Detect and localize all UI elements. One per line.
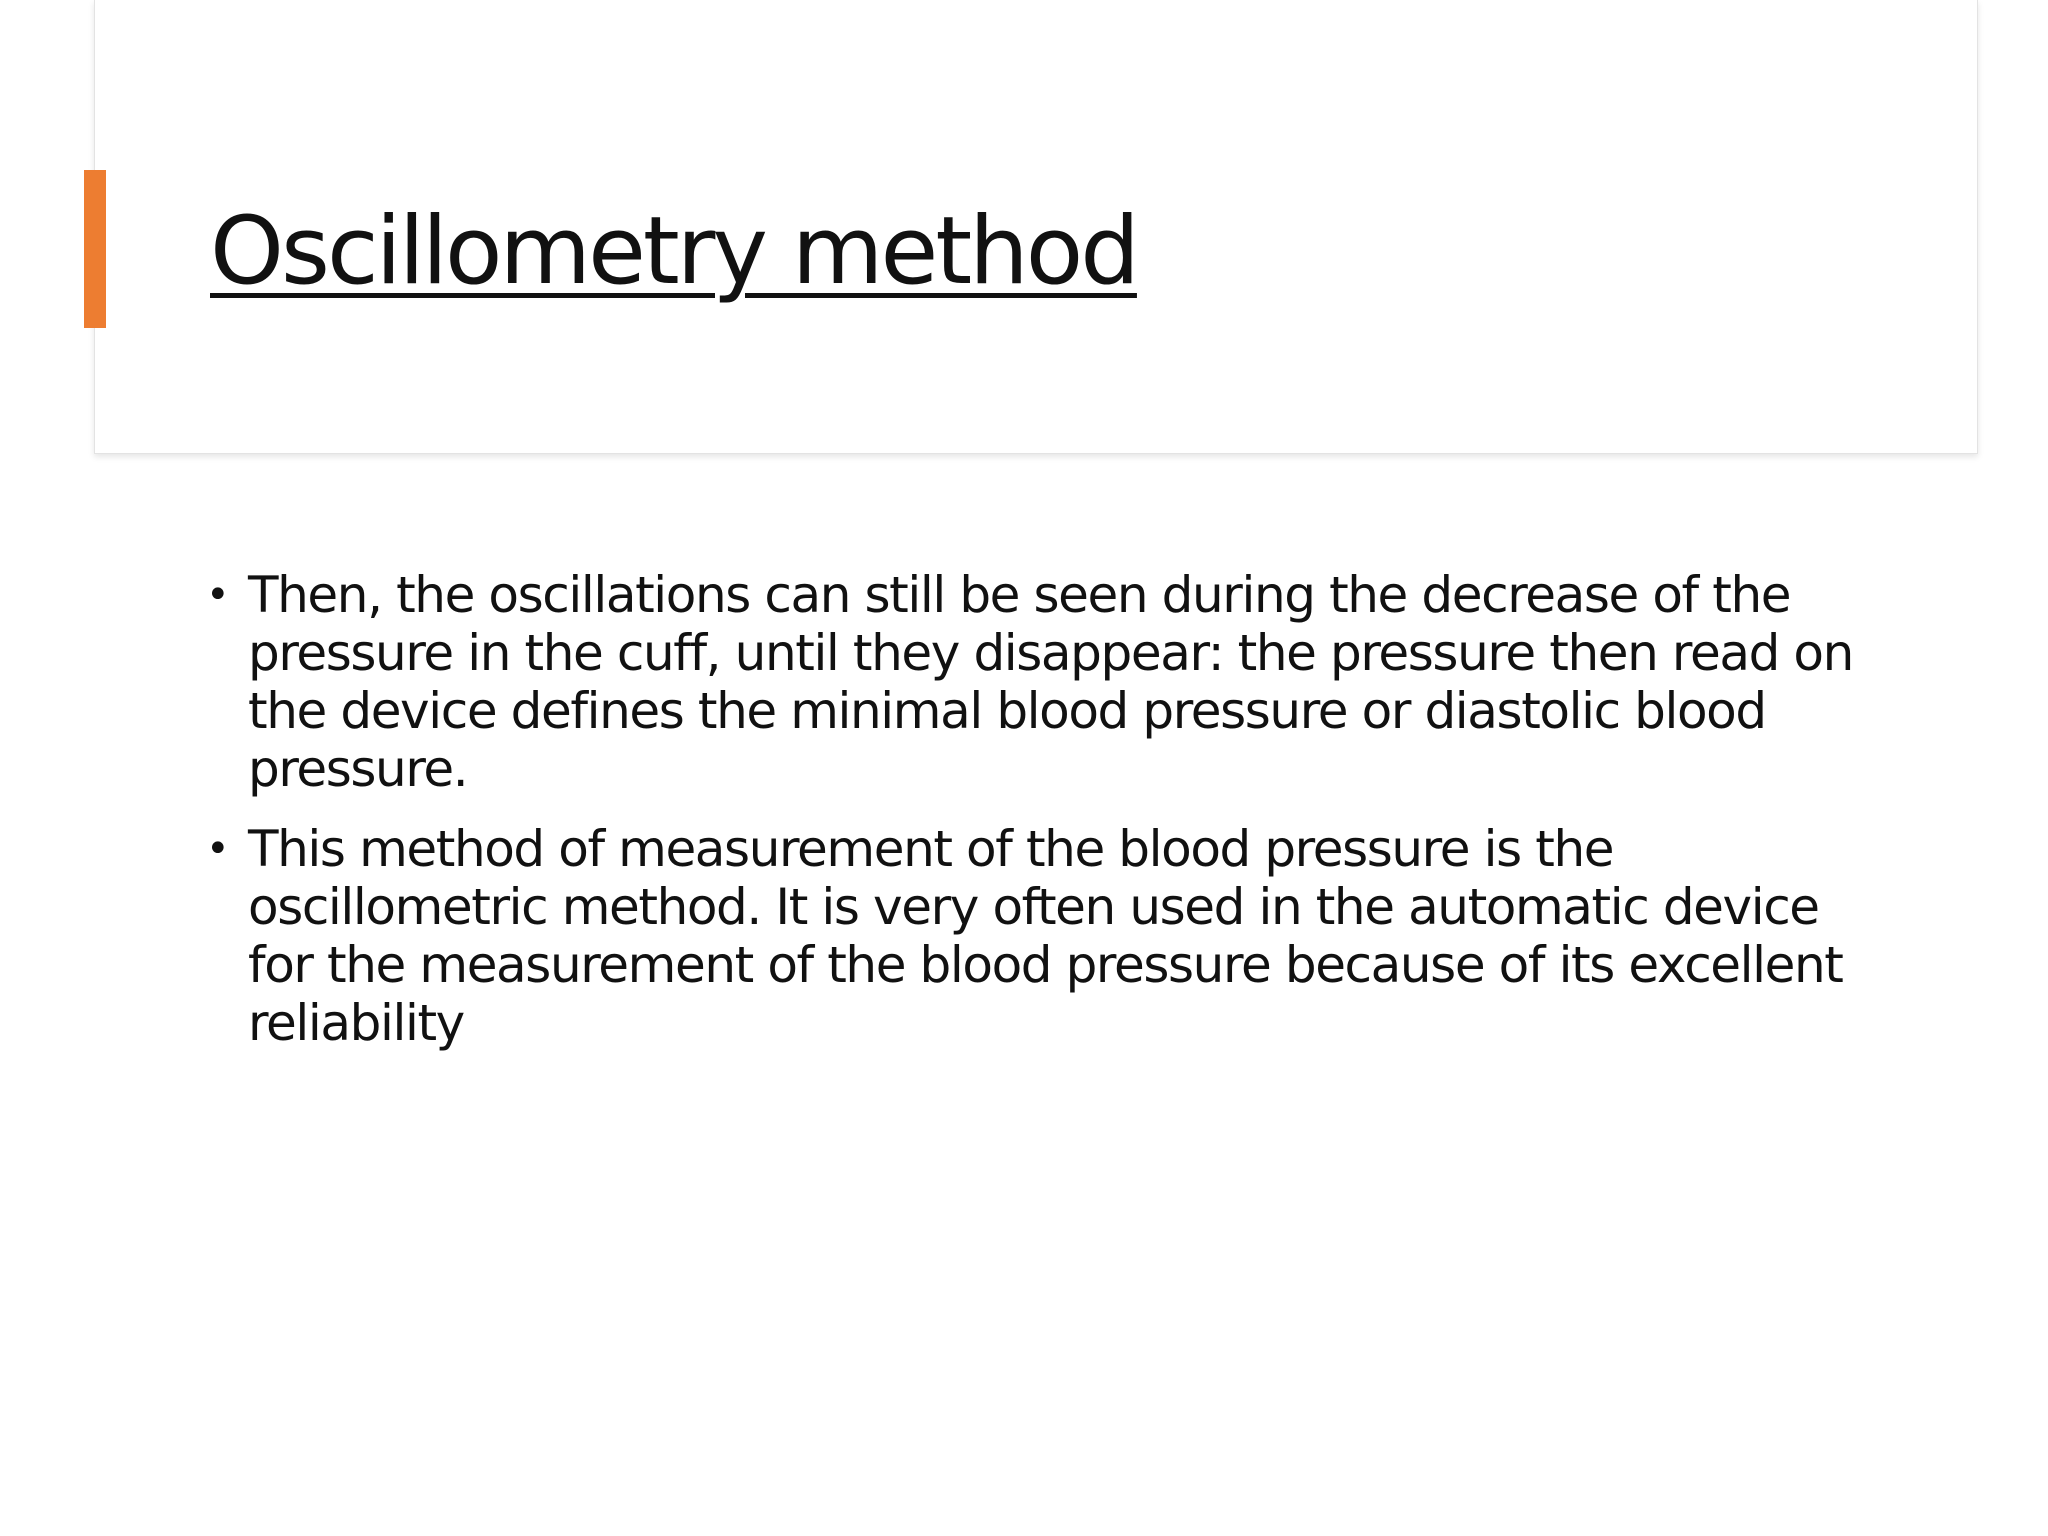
bullet-list	[206, 566, 1886, 1074]
bullet-text-1: Then, the oscillations can still be seen during the decrease of the pressure in the cuff, until they disappear: the pressure then read on the device defines the minimal blood pressure or diastolic blood pressure.	[248, 566, 1853, 798]
slide-title: Oscillometry method	[210, 197, 1137, 306]
bullet-marker: •	[206, 572, 229, 618]
bullet-text-2: This method of measurement of the blood pressure is the oscillometric method. It is very often used in the automatic device for the measurement of the blood pressure because of its excellent reliability	[248, 820, 1843, 1052]
bullet-item-1	[206, 566, 1886, 798]
bullet-item-2	[206, 820, 1886, 1052]
title-accent-bar	[84, 170, 106, 328]
bullet-marker: •	[206, 826, 229, 872]
